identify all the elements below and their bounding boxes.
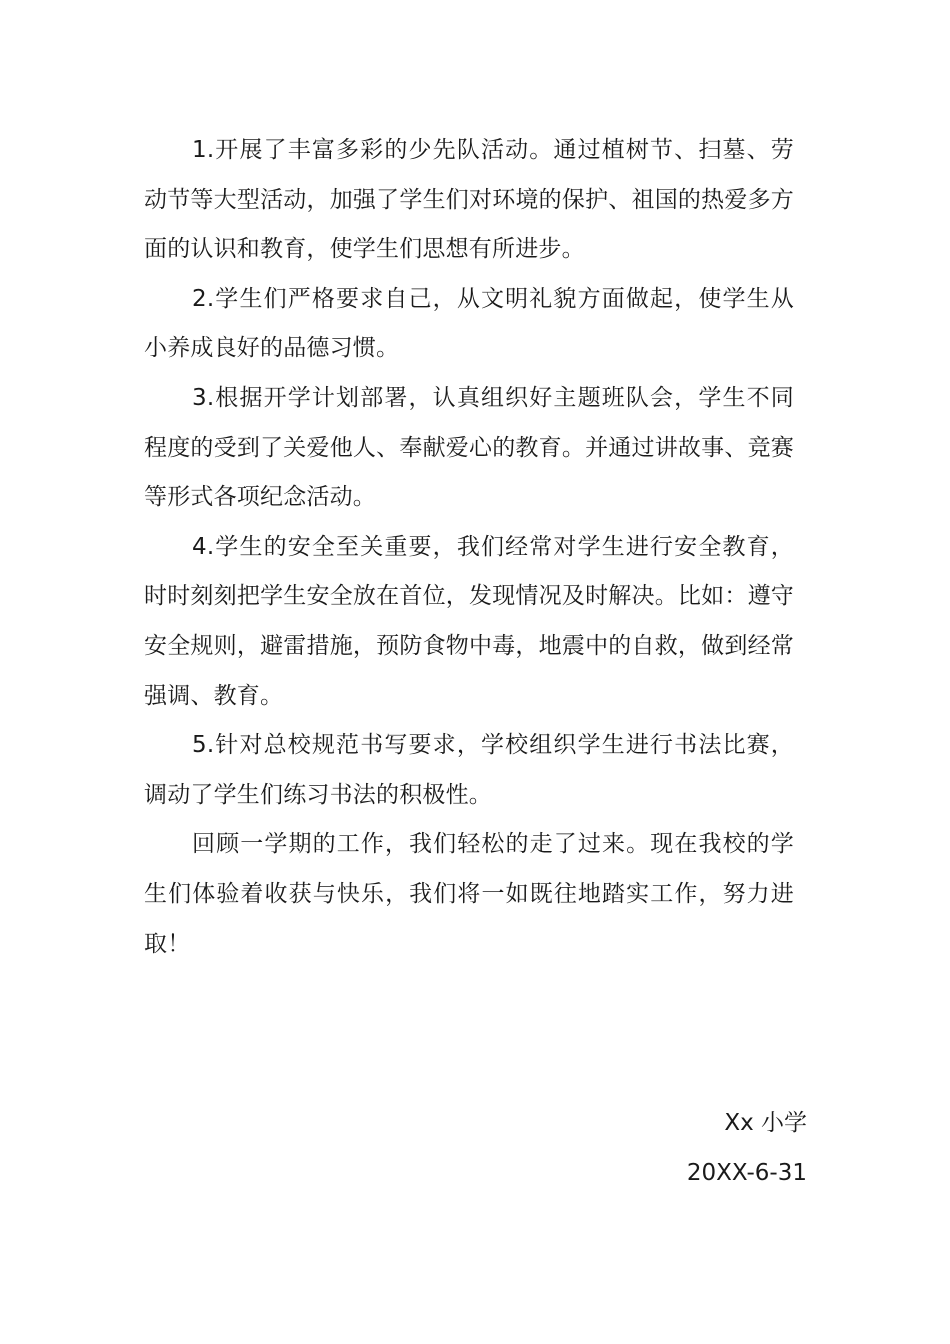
paragraph-3: 3.根据开学计划部署，认真组织好主题班队会，学生不同程度的受到了关爱他人、奉献爱心的教育。并通过讲故事、竞赛等形式各项纪念活动。 [144, 384, 794, 511]
signature-date: 20XX-6-31 [686, 1160, 807, 1186]
paragraph-2: 2.学生们严格要求自己，从文明礼貌方面做起，使学生从小养成良好的品德习惯。 [144, 285, 794, 362]
signature-block [687, 1098, 807, 1198]
school-name: Xx 小学 [724, 1110, 807, 1136]
document-body [144, 126, 794, 969]
paragraph-conclusion: 回顾一学期的工作，我们轻松的走了过来。现在我校的学生们体验着收获与快乐，我们将一如既往地踏实工作，努力进取！ [144, 831, 794, 957]
paragraph-4: 4.学生的安全至关重要，我们经常对学生进行安全教育，时时刻刻把学生安全放在首位，发现情况及时解决。比如：遵守安全规则，避雷措施，预防食物中毒，地震中的自救，做到经常强调、教育。 [144, 533, 794, 709]
paragraph-5: 5.针对总校规范书写要求，学校组织学生进行书法比赛，调动了学生们练习书法的积极性。 [144, 732, 794, 808]
paragraph-1: 1.开展了丰富多彩的少先队活动。通过植树节、扫墓、劳动节等大型活动，加强了学生们对环境的保护、祖国的热爱多方面的认识和教育，使学生们思想有所进步。 [144, 137, 794, 263]
